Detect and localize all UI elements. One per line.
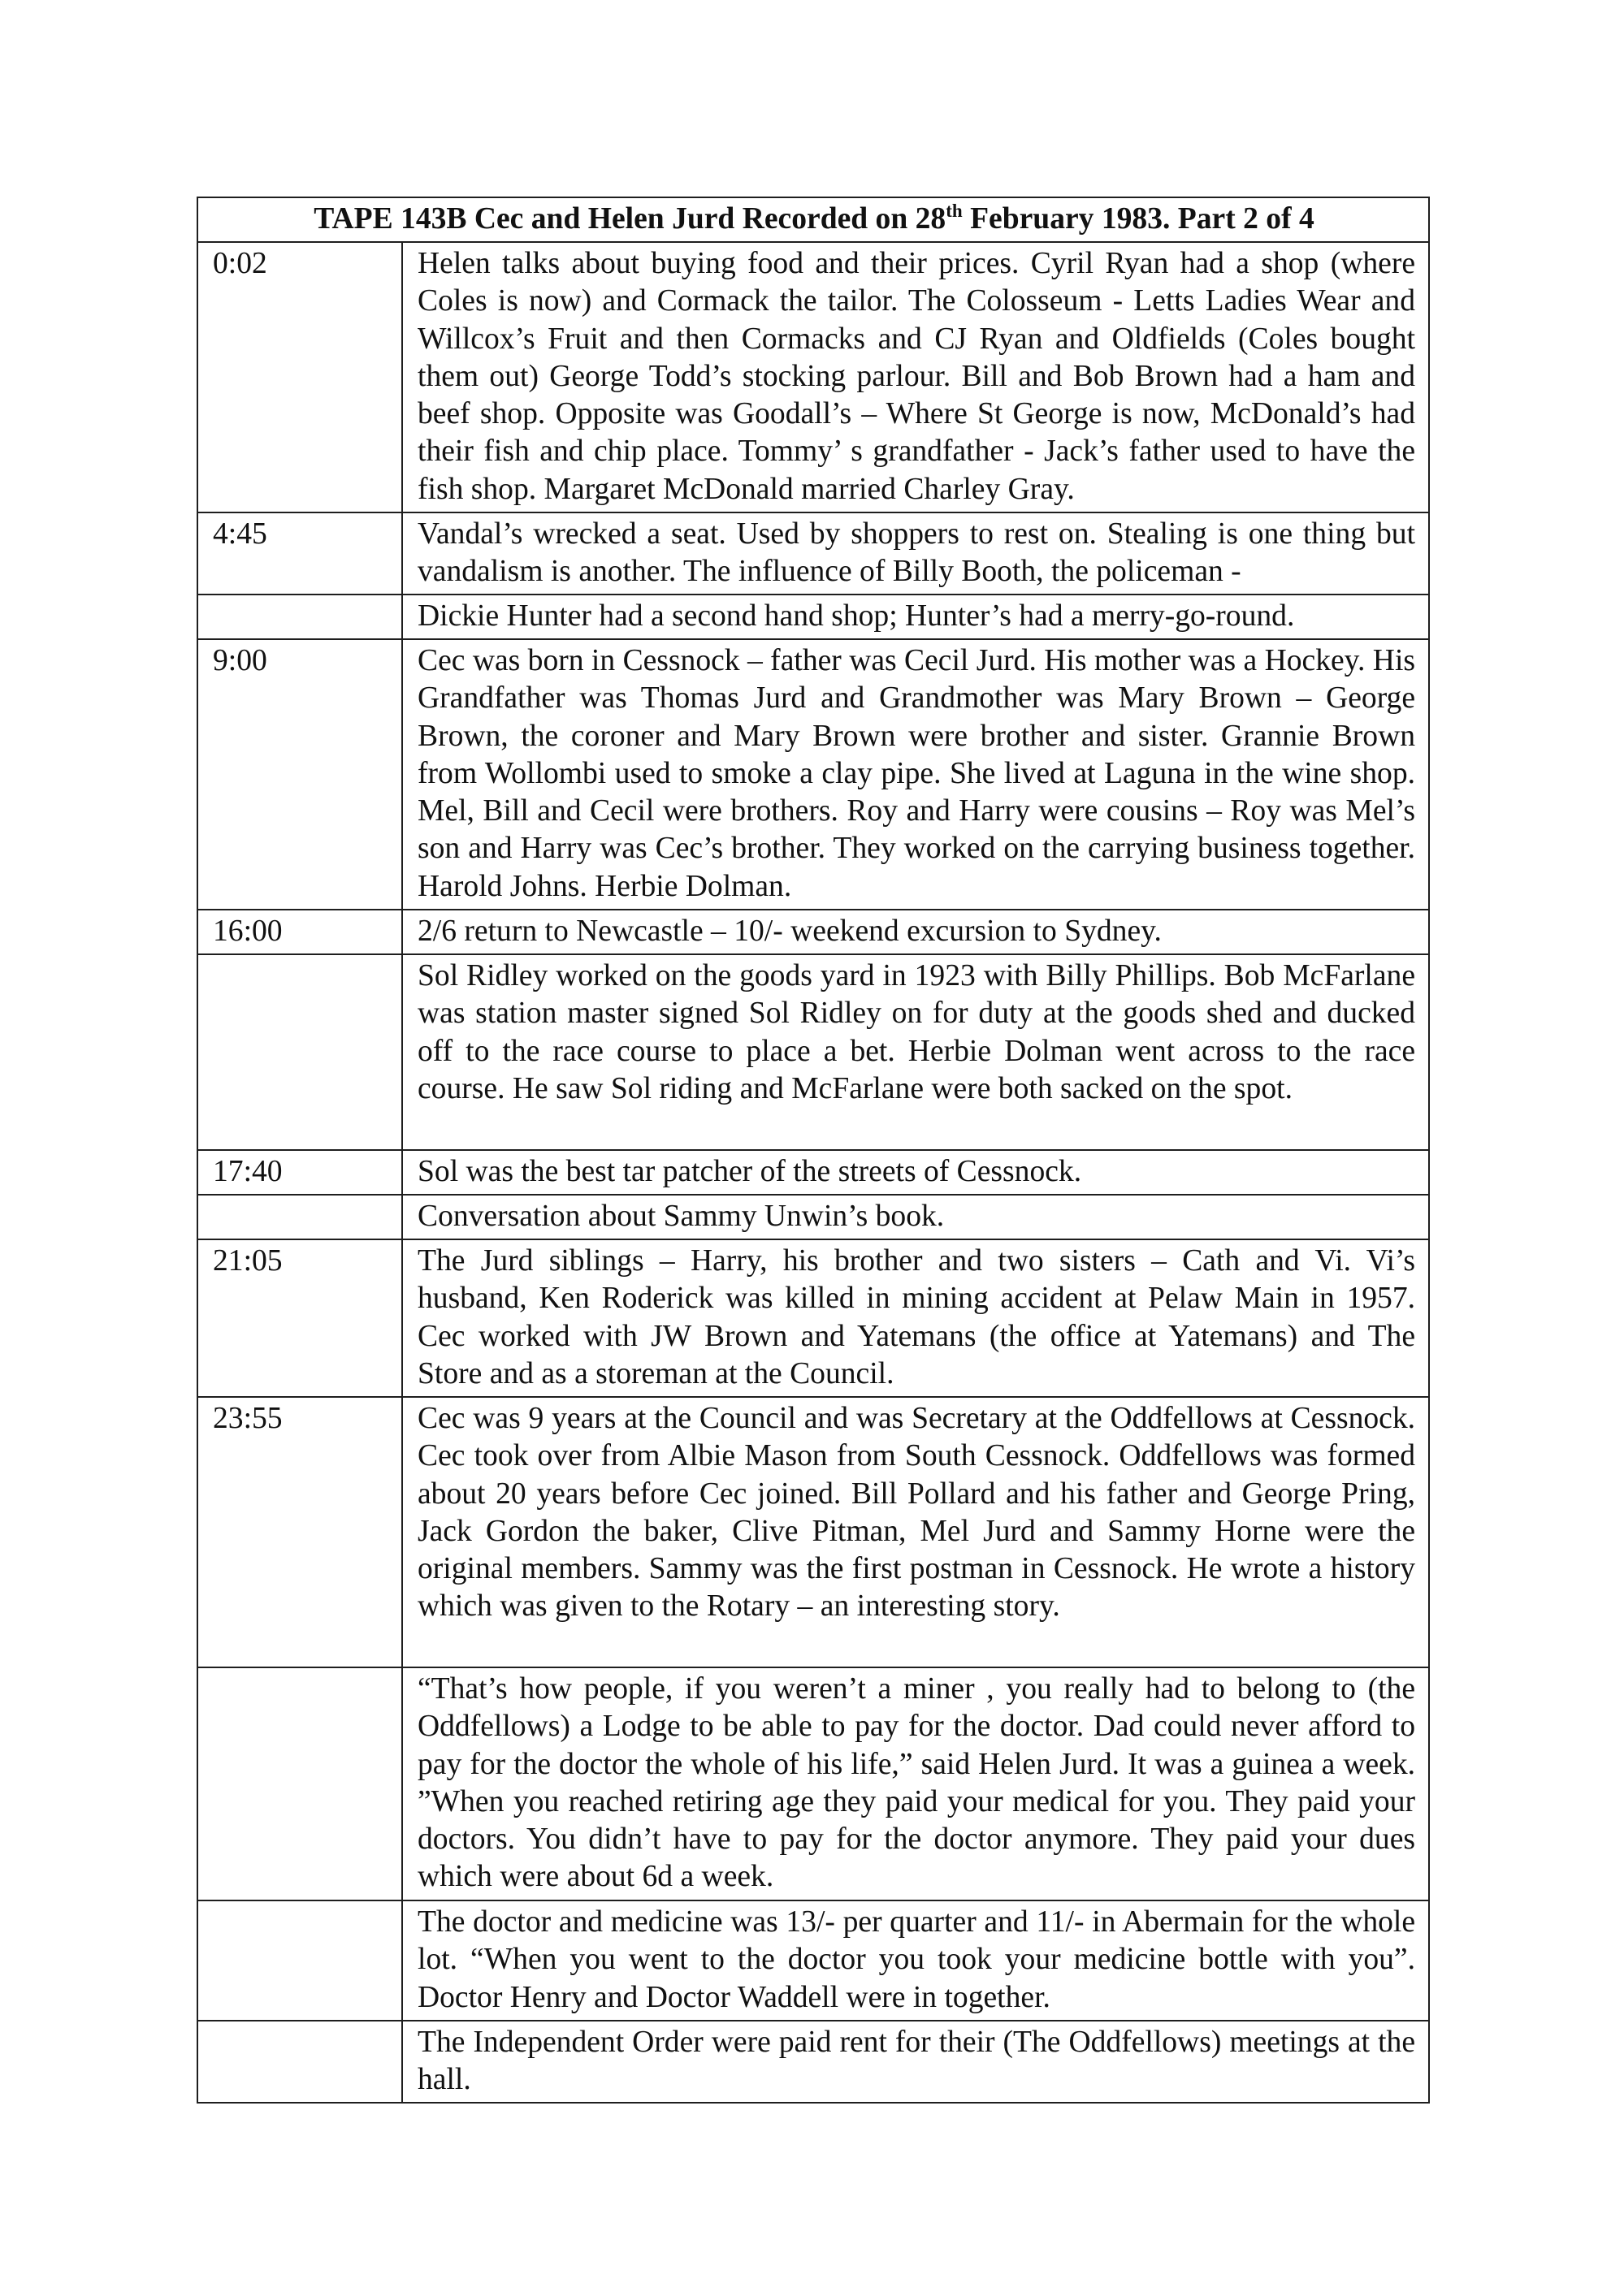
table-row (197, 1667, 1429, 1900)
timestamp-cell (197, 2021, 402, 2103)
timestamp-cell (197, 1667, 402, 1900)
timestamp-cell: 17:40 (197, 1150, 402, 1195)
description-cell: Cec was born in Cessnock – father was Cecil Jurd. His mother was a Hockey. His Grandfather was Thomas Jurd and Grandmother was Mary Brown – George Brown, the coroner and Mary Brown were brother and sister. Grannie Brown from Wollombi used to smoke a clay pipe. She lived at Laguna in the wine shop. Mel, Bill and Cecil were brothers. Roy and Harry were cousins – Roy was Mel’s son and Harry was Cec’s brother. They worked on the carrying business together. Harold Johns. Herbie Dolman. (402, 639, 1429, 910)
table-row (197, 2021, 1429, 2103)
description-cell: The Jurd siblings – Harry, his brother and two sisters – Cath and Vi. Vi’s husband, Ken Roderick was killed in mining accident at Pelaw Main in 1957. Cec worked with JW Brown and Yatemans (the office at Yatemans) and The Store and as a storeman at the Council. (402, 1239, 1429, 1397)
description-cell: Dickie Hunter had a second hand shop; Hunter’s had a merry-go-round. (402, 595, 1429, 639)
description-cell: Helen talks about buying food and their prices. Cyril Ryan had a shop (where Coles is now) and Cormack the tailor. The Colosseum - Letts Ladies Wear and Willcox’s Fruit and then Cormacks and CJ Ryan and Oldfields (Coles bought them out) George Todd’s stocking parlour. Bill and Bob Brown had a ham and beef shop. Opposite was Goodall’s – Where St George is now, McDonald’s had their fish and chip place. Tommy’ s grandfather - Jack’s father used to have the fish shop. Margaret McDonald married Charley Gray. (402, 242, 1429, 512)
timestamp-cell: 21:05 (197, 1239, 402, 1397)
table-row (197, 1397, 1429, 1667)
description-cell: Sol Ridley worked on the goods yard in 1923 with Billy Phillips. Bob McFarlane was station master signed Sol Ridley on for duty at the goods shed and ducked off to the race course to place a bet. Herbie Dolman went across to the race course. He saw Sol riding and McFarlane were both sacked on the spot. (402, 954, 1429, 1150)
description-cell: 2/6 return to Newcastle – 10/- weekend excursion to Sydney. (402, 910, 1429, 954)
tape-title-superscript: th (946, 201, 963, 221)
timestamp-cell (197, 954, 402, 1150)
timestamp-cell (197, 595, 402, 639)
table-row (197, 910, 1429, 954)
table-row (197, 1239, 1429, 1397)
title-row (197, 197, 1429, 242)
table-row (197, 512, 1429, 595)
description-cell: The doctor and medicine was 13/- per quarter and 11/- in Abermain for the whole lot. “When you went to the doctor you took your medicine bottle with you”. Doctor Henry and Doctor Waddell were in together. (402, 1900, 1429, 2021)
timestamp-cell (197, 1195, 402, 1239)
timestamp-cell: 4:45 (197, 512, 402, 595)
description-cell: Cec was 9 years at the Council and was Secretary at the Oddfellows at Cessnock. Cec took over from Albie Mason from South Cessnock. Oddfellows was formed about 20 years before Cec joined. Bill Pollard and his father and George Pring, Jack Gordon the baker, Clive Pitman, Mel Jurd and Sammy Horne were the original members. Sammy was the first postman in Cessnock. He wrote a history which was given to the Rotary – an interesting story. (402, 1397, 1429, 1667)
description-cell: Sol was the best tar patcher of the streets of Cessnock. (402, 1150, 1429, 1195)
timestamp-cell (197, 1900, 402, 2021)
tape-title-suffix: February 1983. Part 2 of 4 (962, 202, 1314, 236)
tape-log-table (197, 197, 1430, 2104)
table-row (197, 1195, 1429, 1239)
timestamp-cell: 16:00 (197, 910, 402, 954)
table-row (197, 954, 1429, 1150)
tape-title-prefix: TAPE 143B Cec and Helen Jurd Recorded on 28 (314, 202, 946, 236)
description-cell: Vandal’s wrecked a seat. Used by shoppers to rest on. Stealing is one thing but vandalism is another. The influence of Billy Booth, the policeman - (402, 512, 1429, 595)
table-row (197, 595, 1429, 639)
description-cell: The Independent Order were paid rent for their (The Oddfellows) meetings at the hall. (402, 2021, 1429, 2103)
timestamp-cell: 0:02 (197, 242, 402, 512)
timestamp-cell: 9:00 (197, 639, 402, 910)
table-row (197, 1150, 1429, 1195)
table-row (197, 639, 1429, 910)
description-cell: Conversation about Sammy Unwin’s book. (402, 1195, 1429, 1239)
tape-title (197, 197, 1429, 242)
timestamp-cell: 23:55 (197, 1397, 402, 1667)
table-row (197, 242, 1429, 512)
table-row (197, 1900, 1429, 2021)
description-cell: “That’s how people, if you weren’t a miner , you really had to belong to (the Oddfellows) a Lodge to be able to pay for the doctor. Dad could never afford to pay for the doctor the whole of his life,” said Helen Jurd. It was a guinea a week. ”When you reached retiring age they paid your medical for you. They paid your doctors. You didn’t have to pay for the doctor anymore. They paid your dues which were about 6d a week. (402, 1667, 1429, 1900)
